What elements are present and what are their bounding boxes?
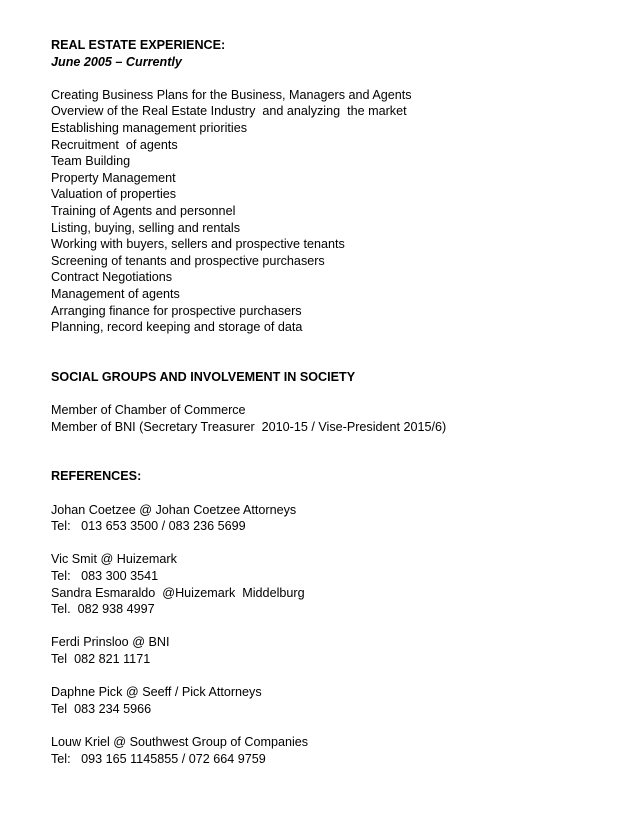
reference-entry [51, 551, 611, 617]
reference-entry [51, 634, 611, 667]
reference-phone: Tel 083 234 5966 [51, 701, 152, 716]
real-estate-section [51, 37, 611, 336]
reference-contact: Ferdi Prinsloo @ BNI [51, 635, 170, 650]
social-section [51, 369, 611, 435]
reference-entry [51, 684, 611, 717]
list-item: Member of BNI (Secretary Treasurer 2010-15 / Vise-President 2015/6) [51, 419, 447, 434]
list-item: Overview of the Real Estate Industry and analyzing the market [51, 104, 407, 119]
list-item: Working with buyers, sellers and prospective tenants [51, 237, 345, 252]
reference-contact: Louw Kriel @ Southwest Group of Companies [51, 734, 309, 749]
list-item: Screening of tenants and prospective purchasers [51, 253, 325, 268]
list-item: Management of agents [51, 286, 180, 301]
list-item: Contract Negotiations [51, 270, 173, 285]
reference-phone: Tel: 093 165 1145855 / 072 664 9759 [51, 751, 266, 766]
real-estate-list [51, 87, 611, 336]
list-item: Arranging finance for prospective purchasers [51, 303, 302, 318]
references-heading: REFERENCES: [51, 469, 142, 484]
list-item: Planning, record keeping and storage of data [51, 320, 303, 335]
document-page [51, 37, 611, 767]
reference-entry [51, 734, 611, 767]
list-item: Establishing management priorities [51, 120, 248, 135]
reference-phone: Tel. 082 938 4997 [51, 602, 155, 617]
social-heading: SOCIAL GROUPS AND INVOLVEMENT IN SOCIETY [51, 369, 356, 384]
list-item: Listing, buying, selling and rentals [51, 220, 241, 235]
reference-phone: Tel: 083 300 3541 [51, 569, 159, 583]
reference-contact: Johan Coetzee @ Johan Coetzee Attorneys [51, 502, 297, 517]
list-item: Team Building [51, 154, 131, 169]
list-item: Valuation of properties [51, 187, 177, 202]
reference-phone: Tel: 013 653 3500 / 083 236 5699 [51, 519, 246, 534]
list-item: Property Management [51, 170, 176, 185]
list-item: Recruitment of agents [51, 137, 178, 152]
reference-contact: Vic Smit @ Huizemark [51, 552, 177, 567]
list-item: Creating Business Plans for the Business, Managers and Agents [51, 87, 412, 102]
real-estate-heading: REAL ESTATE EXPERIENCE: [51, 38, 226, 52]
reference-contact: Daphne Pick @ Seeff / Pick Attorneys [51, 685, 262, 700]
references-section [51, 468, 611, 767]
list-item: Training of Agents and personnel [51, 203, 236, 218]
reference-contact: Sandra Esmaraldo @Huizemark Middelburg [51, 585, 305, 600]
reference-phone: Tel 082 821 1171 [51, 651, 151, 666]
reference-entry [51, 502, 611, 535]
social-list [51, 402, 611, 435]
real-estate-period: June 2005 – Currently [51, 54, 182, 69]
list-item: Member of Chamber of Commerce [51, 403, 246, 418]
